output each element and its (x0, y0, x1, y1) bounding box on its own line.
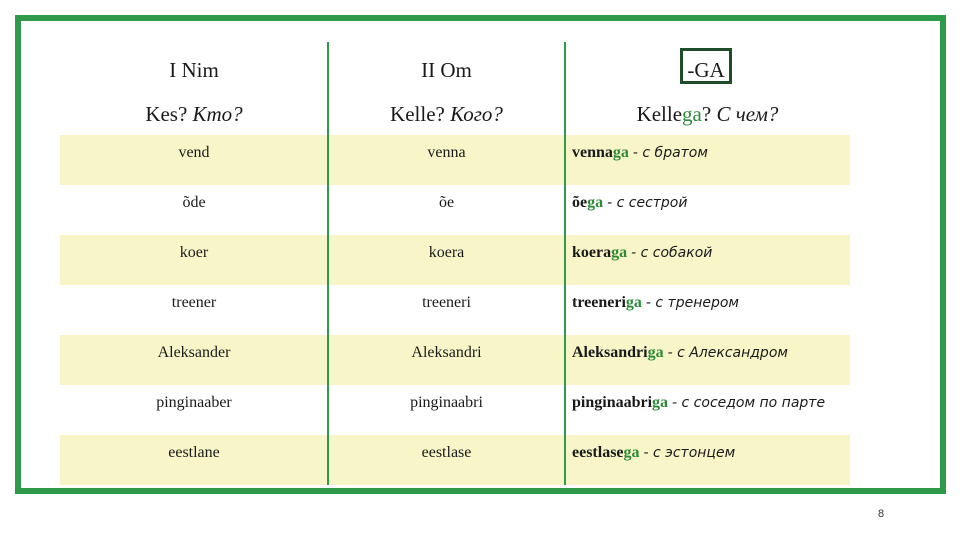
nominative-cell: treener (171, 294, 217, 311)
comitative-stem: treeneri (572, 294, 626, 311)
translation: - с сестрой (607, 195, 688, 211)
ga-highlight-box (680, 48, 732, 84)
genitive-cell: venna (427, 144, 466, 161)
translation: - с Александром (667, 345, 788, 361)
comitative-cell (572, 378, 852, 428)
col1-title: I Nim (169, 58, 219, 82)
comitative-cell (572, 328, 852, 378)
column-divider-1 (327, 42, 329, 485)
comitative-word (572, 294, 642, 311)
col3-question-ru: С чем? (716, 102, 779, 126)
comitative-suffix: ga (647, 344, 664, 361)
translation: - с тренером (645, 295, 739, 311)
comitative-suffix: ga (625, 294, 642, 311)
col2-title: II Om (421, 58, 472, 82)
nominative-cell: Aleksander (157, 344, 231, 361)
comitative-word (572, 244, 627, 261)
col3-question (565, 102, 850, 127)
comitative-stem: õe (572, 194, 588, 211)
nominative-cell: õde (182, 194, 206, 211)
comitative-stem: eestlase (572, 444, 624, 461)
comitative-suffix: ga (611, 244, 628, 261)
comitative-cell (572, 428, 852, 478)
comitative-word (572, 394, 668, 411)
comitative-word (572, 194, 603, 211)
translation: - с братом (632, 145, 708, 161)
col3-question-mark: ? (701, 102, 712, 126)
comitative-suffix: ga (652, 394, 669, 411)
comitative-suffix: ga (587, 194, 604, 211)
comitative-cell (572, 128, 852, 178)
comitative-word (572, 144, 629, 161)
comitative-stem: Aleksandri (572, 344, 648, 361)
comitative-cell (572, 278, 852, 328)
table-row (60, 435, 850, 485)
comitative-suffix: ga (612, 144, 629, 161)
translation: - с эстонцем (643, 445, 736, 461)
col1-question-ru: Кто? (192, 102, 243, 126)
genitive-cell: koera (428, 244, 465, 261)
col3-question-stem: Kelle (636, 102, 683, 126)
genitive-cell: pinginaabri (410, 394, 483, 411)
page-number: 8 (878, 508, 885, 520)
genitive-cell: eestlase (421, 444, 472, 461)
nominative-cell: eestlane (168, 444, 220, 461)
nominative-cell: koer (179, 244, 209, 261)
comitative-cell (572, 178, 852, 228)
col2-question (328, 102, 565, 127)
col2-question-ru: Кого? (450, 102, 503, 126)
genitive-cell: treeneri (422, 294, 471, 311)
nominative-cell: pinginaaber (156, 394, 232, 411)
translation: - с соседом по парте (672, 395, 826, 411)
comitative-stem: venna (572, 144, 613, 161)
col3-question-suffix: ga (682, 102, 702, 126)
col1-question (60, 102, 328, 127)
col1-question-et: Kes? (145, 102, 188, 126)
translation: - с собакой (631, 245, 713, 261)
comitative-suffix: ga (623, 444, 640, 461)
column-divider-2 (564, 42, 566, 485)
nominative-cell: vend (178, 144, 210, 161)
col2-question-et: Kelle? (390, 102, 445, 126)
genitive-cell: õe (438, 194, 455, 211)
comitative-stem: pinginaabri (572, 394, 653, 411)
comitative-stem: koera (572, 244, 612, 261)
col3-title: -GA (687, 58, 725, 82)
comitative-word (572, 344, 664, 361)
comitative-cell (572, 228, 852, 278)
genitive-cell: Aleksandri (411, 344, 482, 361)
comitative-word (572, 444, 640, 461)
